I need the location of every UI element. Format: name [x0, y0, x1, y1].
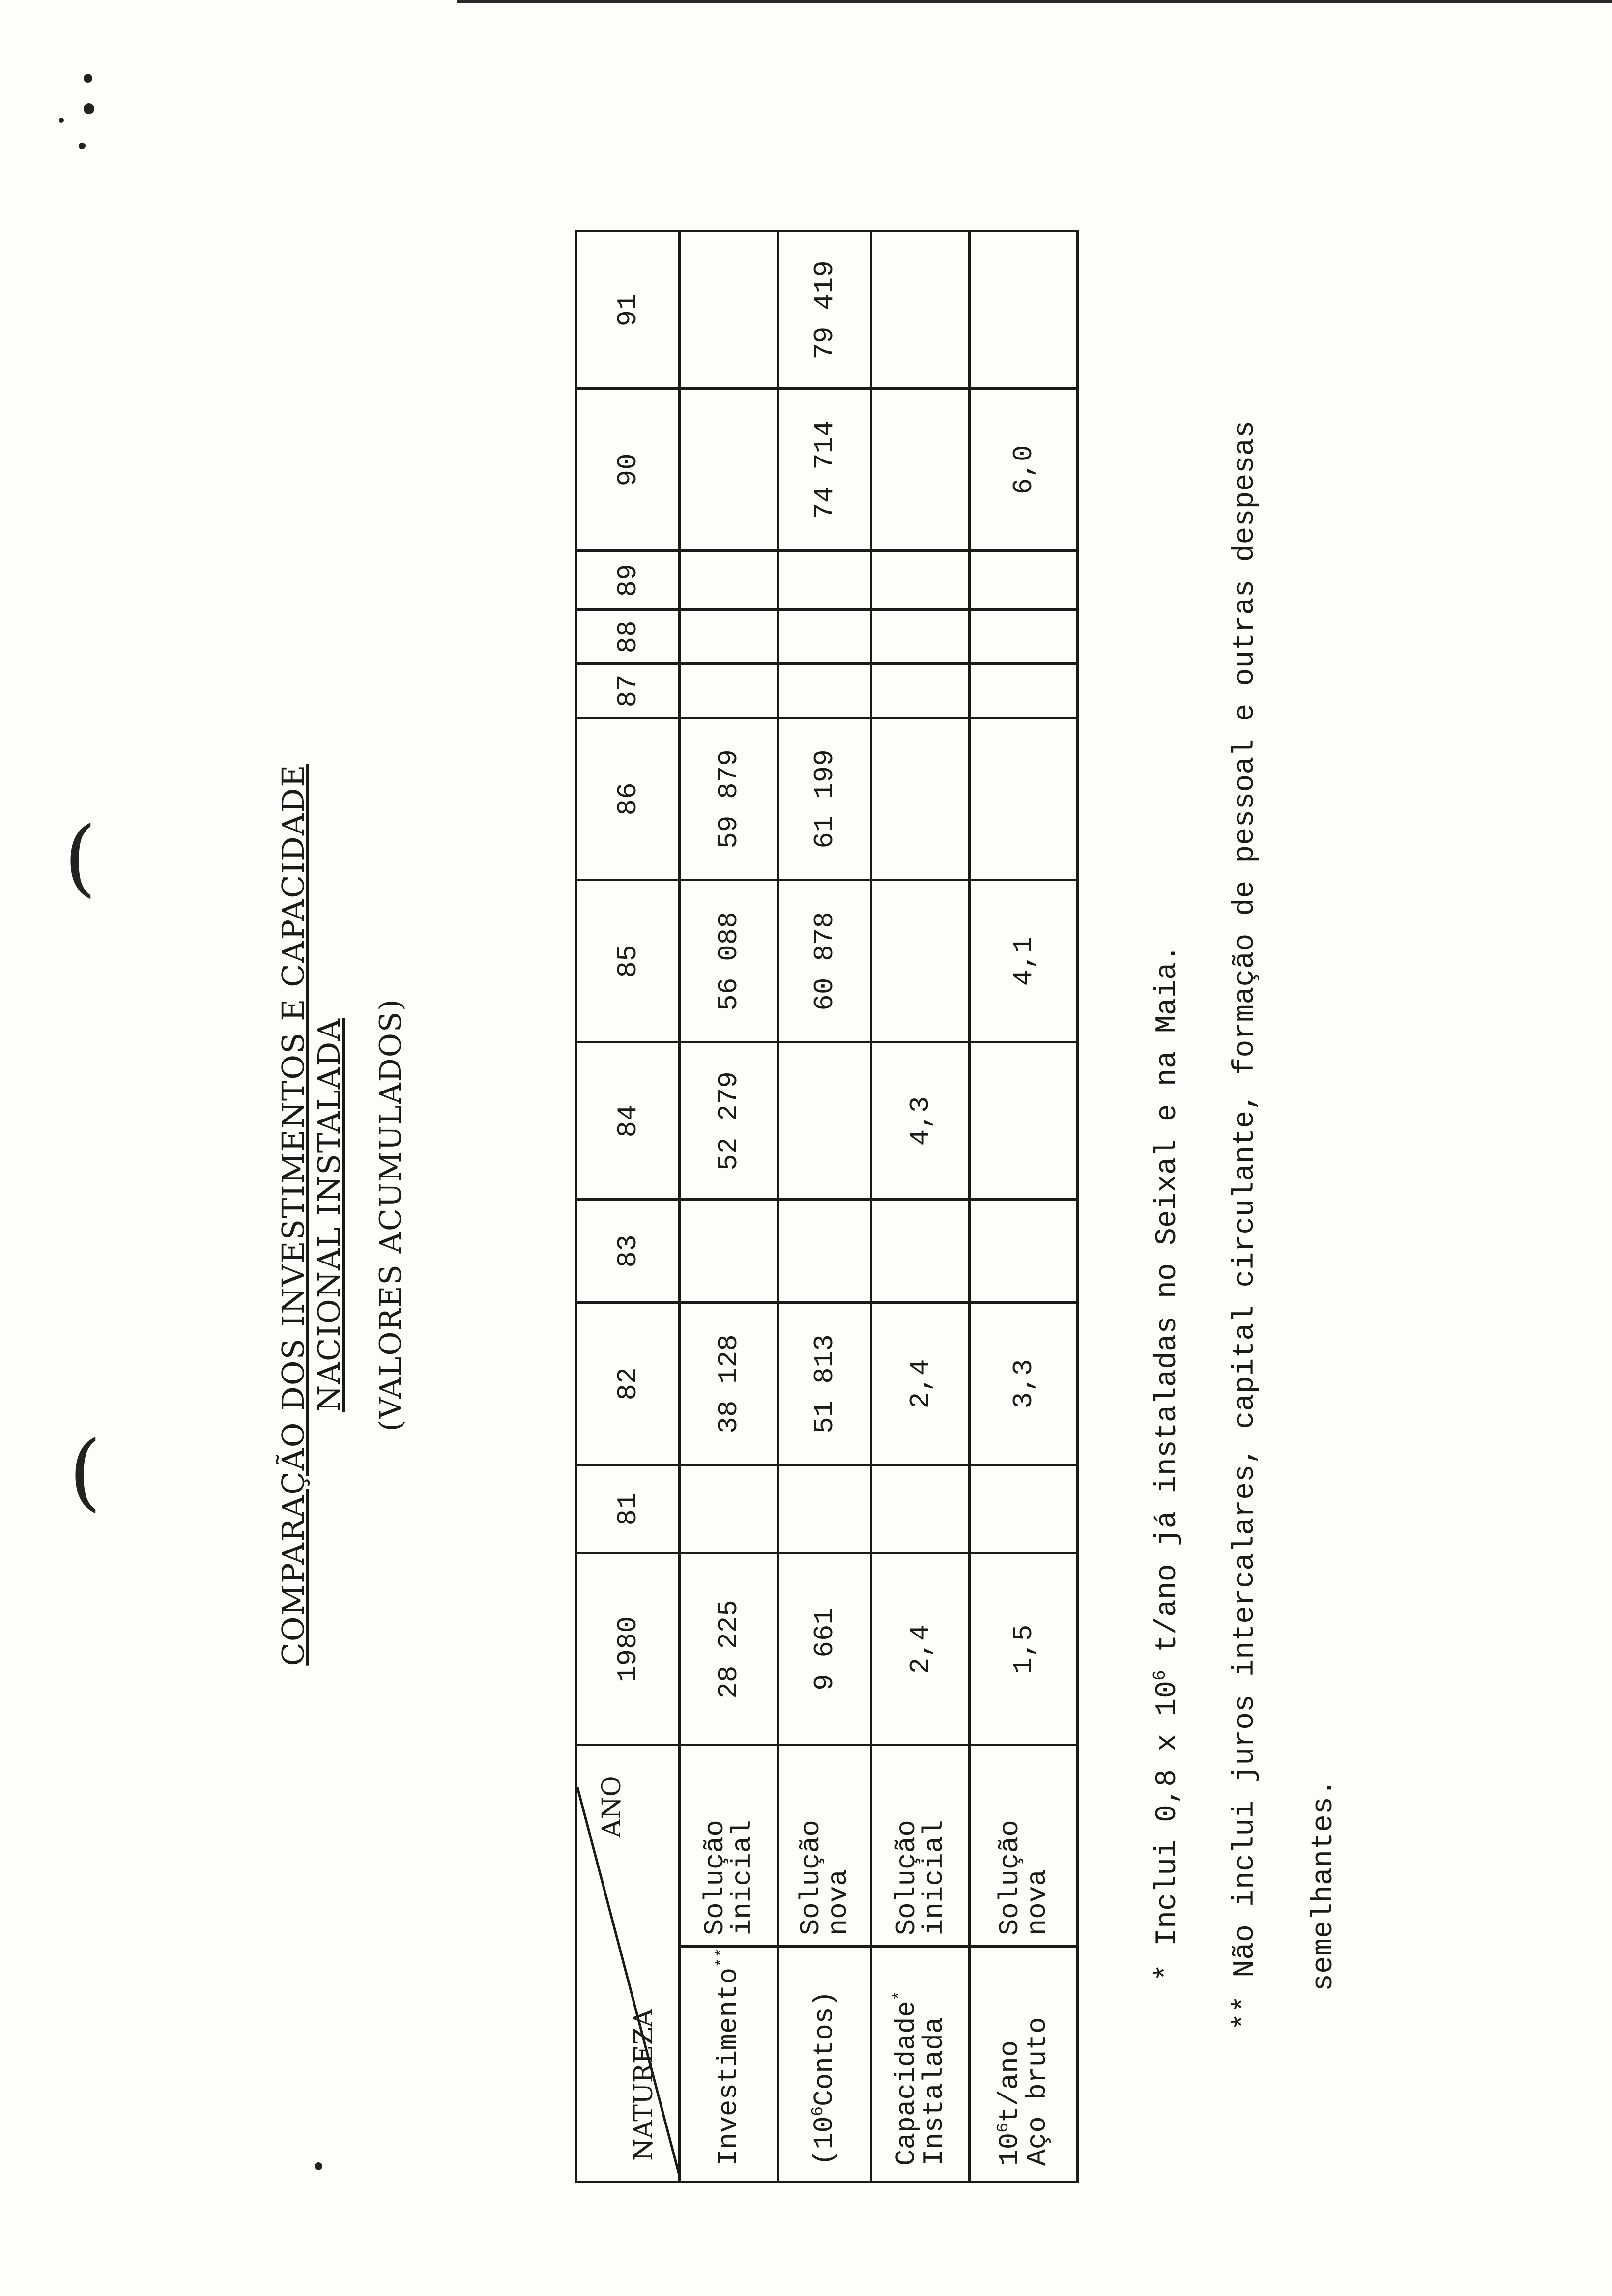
rotated-page — [0, 85, 1612, 2296]
cell-value — [778, 551, 871, 610]
year-header: 89 — [576, 551, 680, 610]
year-header: 83 — [576, 1200, 680, 1303]
table-row — [871, 231, 970, 2182]
cell-value: 79 419 — [778, 231, 871, 389]
year-header: 1980 — [576, 1553, 680, 1745]
sub-label — [970, 1745, 1078, 1947]
scan-mark: ( — [69, 1423, 102, 1521]
cell-value — [680, 389, 778, 551]
sub-label-line: Solução — [795, 1820, 827, 1936]
year-header: 88 — [576, 610, 680, 664]
cell-value — [778, 664, 871, 718]
scan-speck — [84, 74, 92, 83]
cell-value: 2,4 — [871, 1303, 970, 1465]
cell-value — [871, 664, 970, 718]
cell-value — [970, 1465, 1078, 1553]
label-text: 10 — [994, 2132, 1026, 2166]
cell-value: 38 128 — [680, 1303, 778, 1465]
sub-label — [871, 1745, 970, 1947]
cell-value: 52 279 — [680, 1042, 778, 1200]
footnote-text: t/ano já instaladas no Seixal e na Maia. — [1151, 945, 1184, 1670]
footnote-2: ** Não inclui juros intercalares, capital circulante, formação de pessoal e outras despesas — [1229, 420, 1262, 2031]
footnote-mark: ** — [713, 1948, 732, 1968]
year-header: 91 — [576, 231, 680, 389]
cell-value — [778, 610, 871, 664]
label-text: (10 — [808, 2116, 840, 2166]
corner-label-natureza: NATUREZA — [629, 2009, 659, 2161]
year-header: 90 — [576, 389, 680, 551]
cell-value — [680, 664, 778, 718]
row-label-capacidade — [871, 1947, 970, 2182]
cell-value — [871, 718, 970, 880]
year-header: 84 — [576, 1042, 680, 1200]
cell-value — [778, 1200, 871, 1303]
cell-value: 28 225 — [680, 1553, 778, 1745]
year-header: 87 — [576, 664, 680, 718]
table-row — [778, 231, 871, 2182]
cell-value: 51 813 — [778, 1303, 871, 1465]
cell-value — [970, 610, 1078, 664]
cell-value — [970, 1200, 1078, 1303]
sub-label-line: inicial — [918, 1820, 950, 1936]
sub-label — [778, 1745, 871, 1947]
sub-label-line: inicial — [726, 1820, 758, 1936]
cell-value — [680, 610, 778, 664]
footnote-text: * Inclui 0,8 x 10 — [1151, 1680, 1184, 1981]
row-label-unit — [778, 1947, 871, 2182]
sub-label-line: nova — [822, 1869, 854, 1936]
row-label-unit — [970, 1947, 1078, 2182]
cell-value — [871, 551, 970, 610]
cell-value — [871, 231, 970, 389]
page-title: COMPARAÇÃO DOS INVESTIMENTOS E CAPACIDADE NACIONAL INSTALADA — [275, 764, 347, 1666]
header-row — [576, 231, 680, 2182]
page-subtitle: (VALORES ACUMULADOS) — [374, 998, 408, 1432]
cell-value — [778, 1465, 871, 1553]
scan-mark: ( — [64, 809, 97, 906]
row-label-investimento — [680, 1947, 778, 2182]
label-sup: 6 — [994, 2123, 1013, 2133]
label-text: Capacidade — [891, 2000, 922, 2166]
cell-value: 59 879 — [680, 718, 778, 880]
cell-value — [871, 1200, 970, 1303]
cell-value — [680, 1465, 778, 1553]
cell-value — [871, 1465, 970, 1553]
footnote-mark: * — [891, 1990, 910, 2001]
cell-value: 60 878 — [778, 880, 871, 1042]
sub-label — [680, 1745, 778, 1947]
cell-value: 74 714 — [778, 389, 871, 551]
label-text: t/ano — [994, 2040, 1026, 2123]
year-header: 85 — [576, 880, 680, 1042]
footnote-sup: 6 — [1150, 1670, 1170, 1681]
cell-value — [970, 718, 1078, 880]
label-text: Instalada — [918, 2017, 950, 2166]
cell-value: 3,3 — [970, 1303, 1078, 1465]
footnote-2-continuation: semelhantes. — [1307, 1779, 1341, 1991]
cell-value — [680, 1200, 778, 1303]
cell-value — [970, 551, 1078, 610]
cell-value: 2,4 — [871, 1553, 970, 1745]
corner-cell — [576, 1745, 680, 2182]
cell-value — [871, 389, 970, 551]
cell-value — [871, 880, 970, 1042]
sub-label-line: Solução — [994, 1820, 1026, 1936]
cell-value: 61 199 — [778, 718, 871, 880]
sub-label-line: nova — [1021, 1869, 1053, 1936]
year-header: 81 — [576, 1465, 680, 1553]
sub-label-line: Solução — [891, 1820, 922, 1936]
top-rule — [457, 0, 1612, 3]
cell-value: 9 661 — [778, 1553, 871, 1745]
cell-value: 56 088 — [680, 880, 778, 1042]
table-row — [680, 231, 778, 2182]
cell-value: 4,1 — [970, 880, 1078, 1042]
cell-value — [680, 551, 778, 610]
cell-value — [970, 1042, 1078, 1200]
label-text: Aço bruto — [1021, 2017, 1053, 2166]
footnote-1 — [1150, 945, 1184, 1981]
data-table — [575, 230, 1079, 2183]
year-header: 82 — [576, 1303, 680, 1465]
cell-value — [970, 231, 1078, 389]
cell-value — [680, 231, 778, 389]
cell-value: 1,5 — [970, 1553, 1078, 1745]
cell-value — [871, 610, 970, 664]
label-text: Investimento — [713, 1967, 745, 2166]
label-text: Contos) — [808, 1990, 840, 2107]
corner-label-ano: ANO — [597, 1776, 627, 1838]
table-row — [970, 231, 1078, 2182]
cell-value: 6,0 — [970, 389, 1078, 551]
year-header: 86 — [576, 718, 680, 880]
cell-value: 4,3 — [871, 1042, 970, 1200]
cell-value — [970, 664, 1078, 718]
sub-label-line: Solução — [699, 1820, 731, 1936]
cell-value — [778, 1042, 871, 1200]
label-sup: 6 — [809, 2106, 828, 2117]
